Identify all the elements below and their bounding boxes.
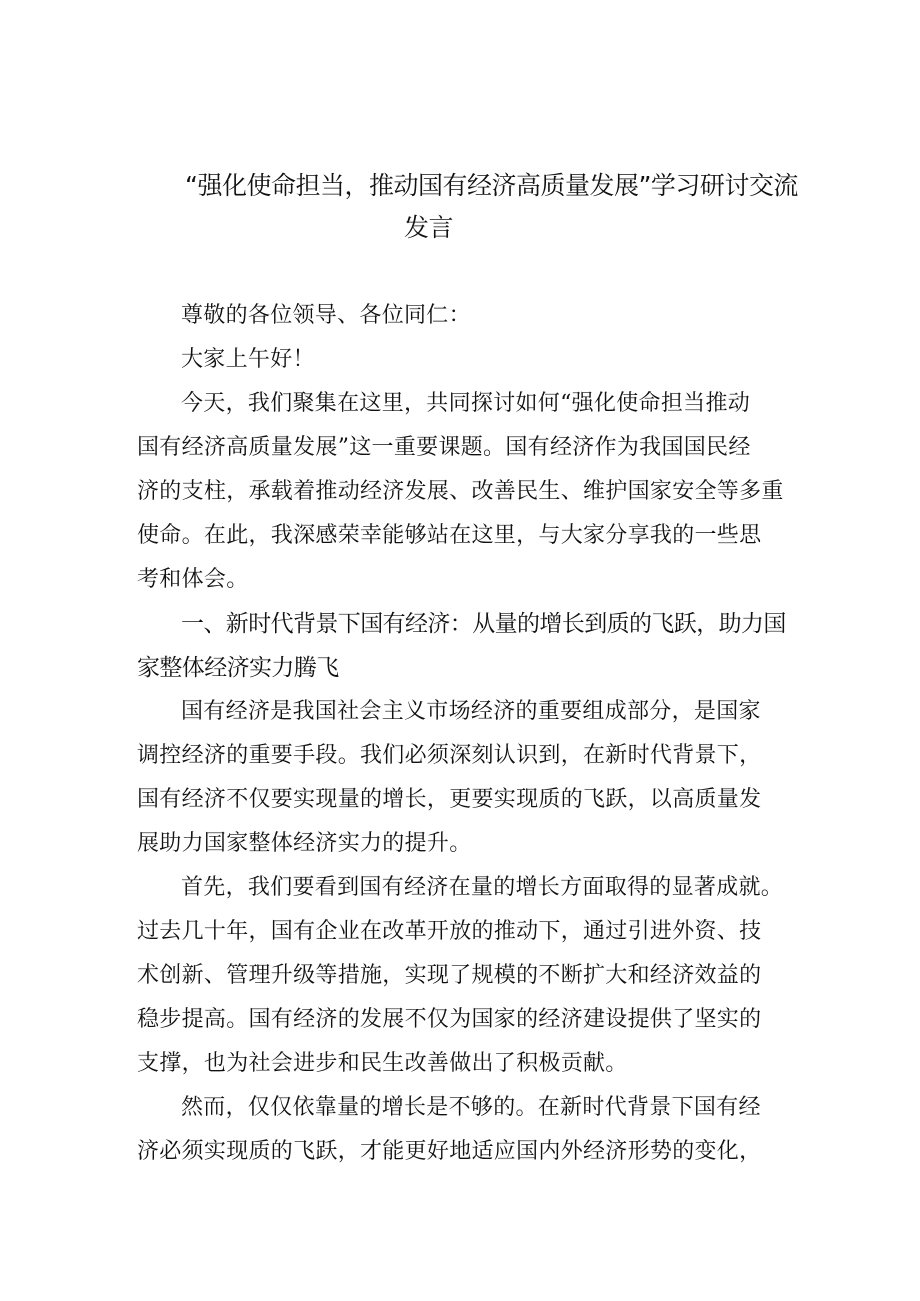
greeting [137,338,797,382]
body-paragraph-1 [137,690,797,866]
paragraph-line: 考和体会。 [137,567,249,592]
document-body [137,294,797,1174]
title-line-1: “强化使命担当，推动国有经济高质量发展”学习研讨交流 [185,171,798,200]
paragraph-line: 支撑，也为社会进步和民生改善做出了积极贡献。 [137,1051,628,1076]
intro-paragraph [137,382,797,602]
paragraph-line: 国有经济是我国社会主义市场经济的重要组成部分，是国家 [181,699,761,724]
paragraph-line: 国有经济高质量发展”这一重要课题。国有经济作为我国国民经 [137,435,751,460]
paragraph-line: 展助力国家整体经济实力的提升。 [137,831,472,856]
document-title [185,168,825,246]
body-paragraph-2 [137,866,797,1086]
paragraph-line: 今天，我们聚集在这里，共同探讨如何“强化使命担当推动 [181,391,751,416]
paragraph-line: 大家上午好！ [181,347,315,372]
paragraph-line: 稳步提高。国有经济的发展不仅为国家的经济建设提供了坚实的 [137,1007,762,1032]
paragraph-line: 使命。在此，我深感荣幸能够站在这里，与大家分享我的一些思 [137,523,762,548]
paragraph-line: 术创新、管理升级等措施，实现了规模的不断扩大和经济效益的 [137,963,762,988]
paragraph-line: 尊敬的各位领导、各位同仁： [181,303,471,328]
heading-line: 家整体经济实力腾飞 [137,655,339,681]
paragraph-line: 然而，仅仅依靠量的增长是不够的。在新时代背景下国有经 [181,1095,761,1120]
paragraph-line: 国有经济不仅要实现量的增长，更要实现质的飞跃，以高质量发 [137,787,762,812]
paragraph-line: 济的支柱，承载着推动经济发展、改善民生、维护国家安全等多重 [137,479,784,504]
title-line-2: 发言 [404,213,454,242]
body-paragraph-3 [137,1086,797,1174]
paragraph-line: 济必须实现质的飞跃，才能更好地适应国内外经济形势的变化， [137,1139,762,1164]
paragraph-line: 过去几十年，国有企业在改革开放的推动下，通过引进外资、技 [137,919,762,944]
salutation [137,294,797,338]
section-heading-1 [137,602,797,690]
paragraph-line: 首先，我们要看到国有经济在量的增长方面取得的显著成就。 [181,875,784,900]
paragraph-line: 调控经济的重要手段。我们必须深刻认识到，在新时代背景下， [137,743,762,768]
heading-line: 一、新时代背景下国有经济：从量的增长到质的飞跃，助力国 [181,611,786,637]
